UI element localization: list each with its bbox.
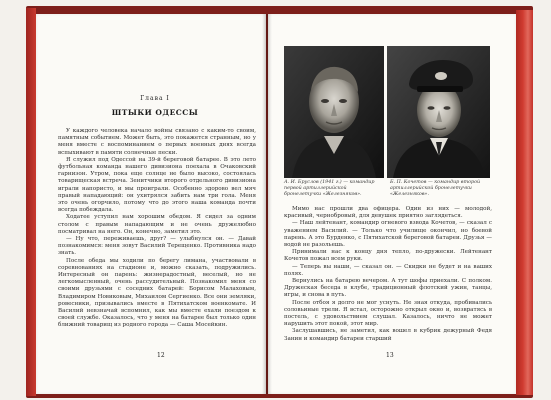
paragraph: Ходатее уступил нам хорошим обедом. Я сидел за одним столом с правым нападающим и не очень дружелюбно посматривал на него. Он, конечно, заметил это. bbox=[58, 214, 256, 235]
paragraph: Я служил под Одессой на 39-й береговой батарее. В это лето футбольная команда нашего дивизиона поехала в Очаковский гарнизон. Утром, пока еще солнце не было высоко, состоялась товарищеская встреча. Зенитчики второго отдельного дивизиона играли напористо, и мы проиграли. Особенно здорово вел мяч правый нападающий: он ухитрялся забить нам три гола. Меня это очень огорчило, потому что до этого наша команда почти всегда побеждала. bbox=[58, 156, 256, 214]
chapter-label: Глава I bbox=[140, 95, 170, 102]
chapter-title: ШТЫКИ ОДЕССЫ bbox=[111, 108, 199, 117]
book-gutter bbox=[262, 14, 272, 394]
paragraph: — Наш лейтенант, командир огневого взвода Кочетов, — сказал с уважением Василий. — Только что училище окончил, но боевой парень. А это Бурденко, с Пятихатской береговой батареи. Друзья — водой не разольешь. bbox=[284, 220, 492, 249]
photo-caption-kochetov: Б. П. Кочетов — командир второй артиллерийской бронелетучки «Железняков». bbox=[390, 180, 481, 197]
photo-caption-bruslov: А. И. Бруслов (1941 г.) — командир первой артиллерийской бронелетучки «Железняков». bbox=[284, 180, 375, 197]
paragraph: После обеда мы ходили по берегу лимана, участвовали в соревнованиях на стадионе и, можно сказать, подружились. Интересный он парень: жизнерадостный, веселый, но не легкомысленный, очень рассудительный. Познакомил меня со своими друзьями с соседних батарей: Борисом Малаховым, Владимиром Новиковым, Михаилом Сергиенко. Все они земляки, ровесники, призывались вместе в Пятихатском военкомате. И Василий невзначай вспомнил, как мы вместе ехали поездом к своей службе. Оказалось, что у меня на батарее был только один ближний товарищ из родного города — Саша Мосейкин. bbox=[58, 257, 256, 329]
paragraph: Вернулись на батарею вечером. А тут шофы приехали. С полком. Дружеская беседа в клубе, традиционный флотский ужин, танцы, игры, и снова в путь. bbox=[284, 278, 492, 299]
paragraph: — Теперь вы наши, — сказал он. — Скидки не будет и на ваших полях. bbox=[284, 263, 492, 277]
book-cover-right-edge bbox=[516, 10, 533, 395]
paragraph: После отбоя я долго не мог уснуть. Не зная откуда, пробивались соловьиные трели. Я встал, осторожно открыл окно и, возвратясь в постель, с удовольствием слушал. Казалось, ничто не может нарушить этот покой, этот мир. bbox=[284, 299, 492, 328]
paragraph: — Ну что, переживаешь, друг? — улыбнулся он. — Давай познакомимся: меня зовут Василий Терещенко. Противника надо знать. bbox=[58, 236, 256, 257]
paragraph: Заслушавшись, не заметил, как вошел в кубрик дежурный Федя Занин и командир батареи старший bbox=[284, 328, 492, 342]
paragraph: У каждого человека начало войны связано с каким-то своим, памятным событием. Может быть, это покажется странным, но у меня вместе с воспоминанием о первых военных днях всегда вспыхивают в памяти солнечные пески. bbox=[58, 128, 256, 156]
book-cover-left-edge bbox=[26, 8, 36, 396]
portrait-photo-kochetov bbox=[387, 46, 490, 178]
page-number-left: 12 bbox=[157, 352, 165, 359]
paragraph: Мимо нас прошли два офицера. Один из них — молодой, красивый, чернобровый, для девушек приятно заглядеться. bbox=[284, 206, 492, 220]
left-page-text bbox=[58, 128, 256, 348]
paragraph: Принимали нас к концу дня тепло, по-дружески. Лейтенант Кочетов пожал всем руки. bbox=[284, 249, 492, 263]
right-page-text bbox=[284, 206, 492, 358]
page-number-right: 13 bbox=[386, 352, 394, 359]
portrait-photo-bruslov bbox=[284, 46, 384, 178]
